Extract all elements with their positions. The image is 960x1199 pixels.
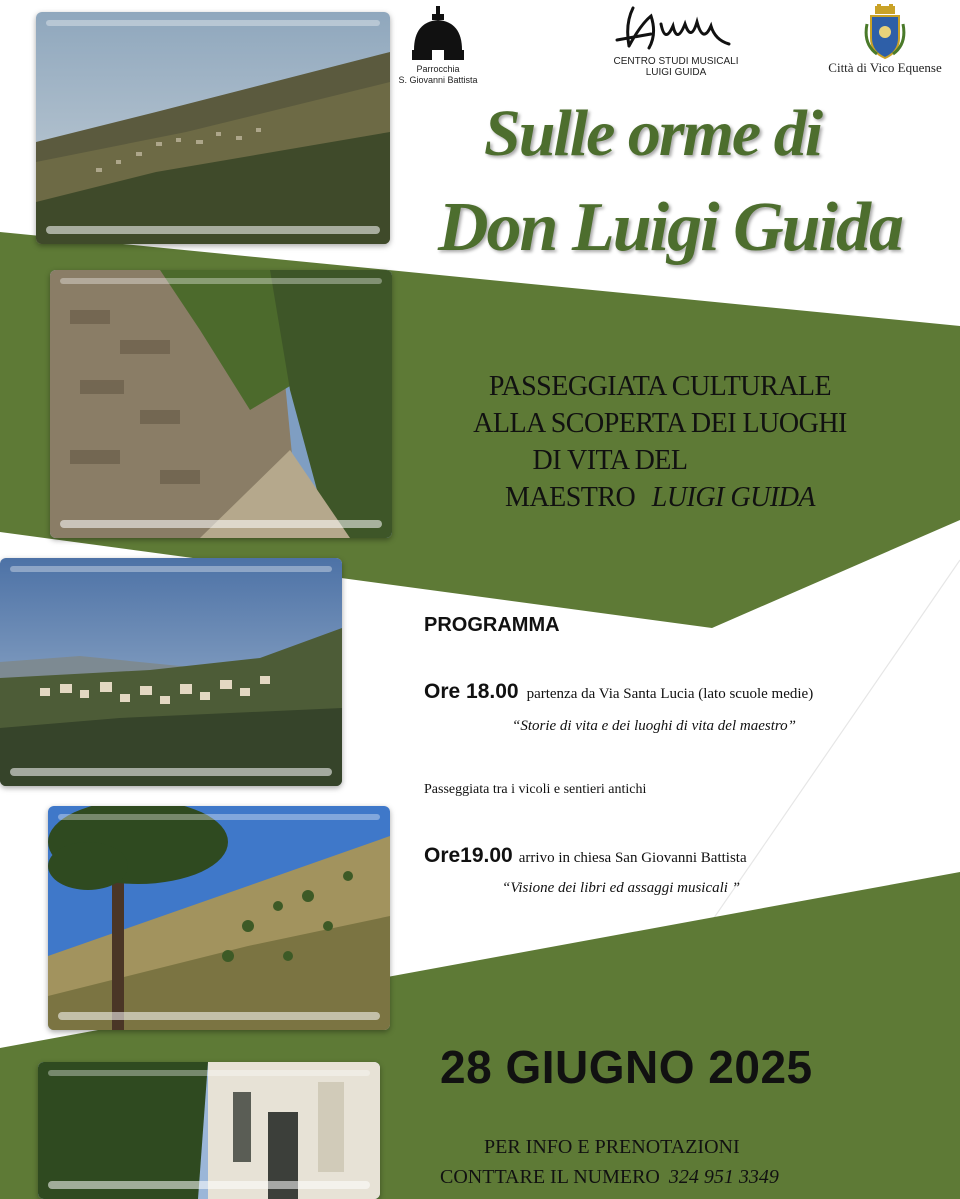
parish-logo [396, 4, 480, 86]
program-item-1-quote: “Storie di vita e dei luoghi di vita del maestro” [512, 718, 797, 734]
title-line-2: Don Luigi Guida [438, 189, 902, 266]
program-walk-note: Passeggiata tra i vicoli e sentieri antichi [424, 782, 647, 797]
signature-logo [611, 4, 741, 56]
program-heading: PROGRAMMA [424, 614, 560, 636]
centro-name-line1: CENTRO STUDI MUSICALI [613, 56, 739, 67]
subtitle-line-1: PASSEGGIATA CULTURALE [488, 371, 832, 402]
subtitle-line-4 [430, 479, 890, 516]
subtitle-line-3: DI VITA DEL [532, 445, 688, 476]
parish-name-line1: Parrocchia [416, 64, 460, 74]
centro-studi-logo [606, 4, 746, 78]
parish-name-line2: S. Giovanni Battista [398, 75, 478, 85]
program-item-2-desc: arrivo in chiesa San Giovanni Battista [518, 850, 747, 866]
phone-number: 324 951 3349 [668, 1166, 779, 1188]
centro-name-line2: LUIGI GUIDA [645, 67, 707, 78]
title-line-1: Sulle orme di [484, 97, 822, 170]
photo-town-panorama [0, 558, 342, 786]
event-date: 28 GIUGNO 2025 [440, 1041, 813, 1093]
program-item-2-time: Ore19.00 [424, 844, 513, 867]
photo-building-facade [38, 1062, 380, 1199]
photo-coastal-hillside [36, 12, 390, 244]
info-prefix: CONTTARE IL NUMERO [440, 1166, 660, 1188]
city-name: Città di Vico Equense [828, 60, 942, 75]
photo-pine-hill [48, 806, 390, 1030]
subtitle-block [430, 368, 890, 516]
photo-stone-wall-path [50, 270, 392, 538]
subtitle-line-2: ALLA SCOPERTA DEI LUOGHI [473, 408, 847, 439]
program-item-1-time: Ore 18.00 [424, 680, 519, 703]
info-line-1: PER INFO E PRENOTAZIONI [484, 1136, 740, 1158]
city-logo [814, 4, 956, 76]
program-item-1-desc: partenza da Via Santa Lucia (lato scuole medie) [526, 686, 814, 702]
program-item-2-quote: “Visione dei libri ed assaggi musicali ” [502, 880, 741, 896]
subtitle-maestro: MAESTRO [504, 482, 636, 513]
dome-icon [408, 4, 468, 64]
program-item-1 [424, 680, 813, 704]
coat-of-arms-icon [863, 4, 907, 60]
info-line-2 [440, 1166, 779, 1189]
program-item-2 [424, 844, 747, 868]
subtitle-maestro-name: LUIGI GUIDA [651, 482, 816, 513]
